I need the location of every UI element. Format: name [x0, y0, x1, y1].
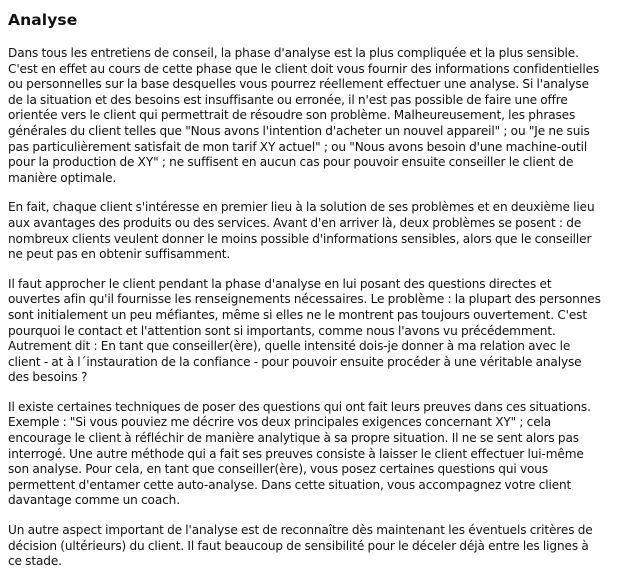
paragraph-techniques: [8, 400, 631, 509]
text-line: permettent d'entamer cette auto-analyse. Dans cette situation, vous accompagnez votre client: [8, 477, 572, 492]
text-line: Autrement dit : En tant que conseiller(ère), quelle intensité dois-je donner à ma relation avec le: [8, 339, 571, 354]
text-line: davantage comme un coach.: [8, 493, 180, 508]
text-line: sont initialement un peu méfiantes, même si elles ne le montrent pas toujours ouvertement. C'est: [8, 307, 587, 322]
text-line: orientée vers le client qui permettrait de résoudre son problème. Malheureusement, les phrases: [8, 108, 576, 123]
text-line: nombreux clients veulent donner le moins possible d'informations sensibles, alors que le conseiller: [8, 231, 592, 246]
text-line: manière optimale.: [8, 170, 117, 185]
paragraph-decision-criteria: [8, 523, 631, 570]
text-line: C'est en effet au cours de cette phase que le client doit vous fournir des informations confidentielles: [8, 61, 600, 76]
text-line: générales du client telles que "Nous avons l'intention d'acheter un nouvel appareil" ; ou "Je ne suis: [8, 123, 590, 138]
paragraph-approach: [8, 277, 631, 386]
text-line: ouvertes afin qu'il fournisse les renseignements nécessaires. Le problème : la plupart des personnes: [8, 292, 601, 307]
text-line: En fait, chaque client s'intéresse en premier lieu à la solution de ses problèmes et en deuxième lieu: [8, 200, 595, 215]
text-line: pourquoi le contact et l'attention sont si importants, comme nous l'avons vu précédemment.: [8, 323, 556, 338]
page-title: Analyse: [8, 11, 78, 29]
text-line: Il existe certaines techniques de poser des questions qui ont fait leurs preuves dans ces situations.: [8, 399, 591, 414]
text-line: Il faut approcher le client pendant la phase d'analyse en lui posant des questions directes et: [8, 276, 552, 291]
text-line: Un autre aspect important de l'analyse est de reconnaître dès maintenant les éventuels critères de: [8, 523, 593, 538]
text-line: Dans tous les entretiens de conseil, la phase d'analyse est la plus compliquée et la plus sensible.: [8, 46, 579, 60]
text-line: pour la production de XY" ; ne suffisent en aucun cas pour pouvoir ensuite conseiller le client de: [8, 155, 574, 170]
text-line: pas particulièrement satisfait de mon tarif XY actuel" ; ou "Nous avons besoin d'une machine-outil: [8, 139, 588, 154]
text-line: aux avantages des produits ou des services. Avant d'en arriver là, deux problèmes se posent : de: [8, 215, 582, 230]
text-line: ce stade.: [8, 554, 62, 569]
text-line: client - at à l´instauration de la confiance - pour pouvoir ensuite procéder à une véritable analyse: [8, 354, 582, 369]
text-line: de la situation et des besoins est insuffisante ou erronée, il n'est pas possible de faire une offre: [8, 92, 568, 107]
text-line: encourage le client à réfléchir de manière analytique à sa propre situation. Il ne se sent alors pas: [8, 431, 579, 446]
text-line: ou personnelles sur la base desquelles vous pourrez réellement effectuer une analyse. Si l'analyse: [8, 77, 589, 92]
paragraph-intro: [8, 46, 631, 186]
text-line: Exemple : "Si vous pouviez me décrire vos deux principales exigences concernant XY" ; cela: [8, 415, 552, 430]
text-line: ne peut pas en obtenir suffisamment.: [8, 247, 231, 262]
text-line: décision (ultérieurs) du client. Il faut beaucoup de sensibilité pour le déceler déjà entre les lignes à: [8, 538, 589, 553]
text-line: interrogé. Une autre méthode qui a fait ses preuves consiste à laisser le client effectuer lui-même: [8, 446, 584, 461]
paragraph-client-interest: [8, 200, 631, 262]
text-line: des besoins ?: [8, 370, 88, 385]
text-line: son analyse. Pour cela, en tant que conseiller(ère), vous posez certaines questions qui vous: [8, 462, 548, 477]
